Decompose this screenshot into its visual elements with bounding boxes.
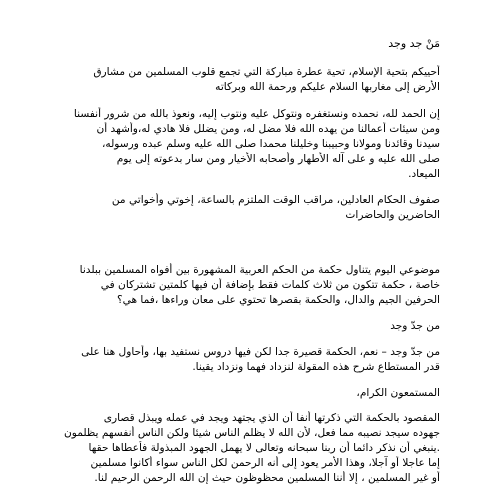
praise-line-2: ومن سيئات أعمالنا من يهده الله فلا مضل له، ومن يضلل فلا هادي له،وأشهد أن: [96, 123, 440, 135]
section-heading: من جدّ وجد: [390, 320, 440, 332]
topic-line-2: خاصة ، حكمة تتكون من ثلاث كلمات فقط بإضافة أن فيها كلمتين تشتركان في: [100, 279, 440, 291]
address-line: المستمعون الكرام،: [356, 387, 440, 399]
audience-line-2: الحاضرين والحاضرات: [345, 209, 440, 221]
topic-line-1: موضوعي اليوم يتناول حكمة من الحكم العربية المشهورة بين أفواه المسلمين ببلدنا: [79, 264, 440, 276]
greeting-line-2: الأرض إلى مغاربها السلام عليكم ورحمة الله وبركاته: [215, 81, 440, 93]
greeting-line-1: أحييكم بتحية الإسلام، تحية عطرة مباركة التي تجمع قلوب المسلمين من مشارق: [93, 66, 440, 78]
explanation-line-1: من جدّ وجد – نعم، الحكمة قصيرة جدا لكن فيها دروس نستفيد بها، وأحاول هنا على: [81, 346, 440, 358]
explanation-line-2: قدر المستطاع شرح هذه المقولة لنزداد فهما ونزداد يقينا.: [192, 361, 440, 373]
praise-line-5: الميعاد.: [408, 168, 440, 180]
meaning-line-1: المقصود بالحكمة التي ذكرتها أنفا أن الذي يجتهد ويجد في عمله ويبذل قصارى: [103, 412, 440, 424]
meaning-line-4: إما عاجلا أو آجلا، وهذا الأمر يعود إلى أنه الرحمن لكل الناس سواء أكانوا مسلمين: [90, 457, 440, 469]
meaning-line-5: أو غير المسلمين ، إلا أننا المسلمين محظوظون حيث إن الله الرحمن الرحيم لنا.: [94, 472, 440, 484]
praise-line-3: سيدنا وقائدنا ومولانا وحبيبنا وخليلنا محمدا صلى الله عليه وسلم عبده ورسوله،: [101, 138, 440, 150]
meaning-line-3: .ينبغي أن نذكر دائما أن ربنا سبحانه وتعالى لا يهمل الجهود المبذولة فأعطاها حقها: [88, 442, 440, 454]
meaning-line-2: جهوده سيجد نصيبه مما فعل، لأن الله لا يظلم الناس شيئا ولكن الناس أنفسهم يظلمون: [63, 427, 440, 439]
topic-line-3: الحرفين الجيم والدال، والحكمة بقصرها تحتوي على معان وراءها ،فما هي؟: [117, 294, 440, 306]
document-title: مَنْ جد وجد: [388, 37, 440, 50]
audience-line-1: صفوف الحكام العادلين، مراقب الوقت الملتزم بالساعة، إخوتي وأخواتي من: [111, 194, 440, 206]
praise-line-4: صلى الله عليه و على آله الأطهار وأصحابه الأخيار ومن سار بدعوته إلى يوم: [116, 153, 440, 165]
praise-line-1: إن الحمد لله، نحمده ونستغفره ونتوكل عليه ونتوب إليه، ونعوذ بالله من شرور أنفسنا: [73, 108, 440, 120]
